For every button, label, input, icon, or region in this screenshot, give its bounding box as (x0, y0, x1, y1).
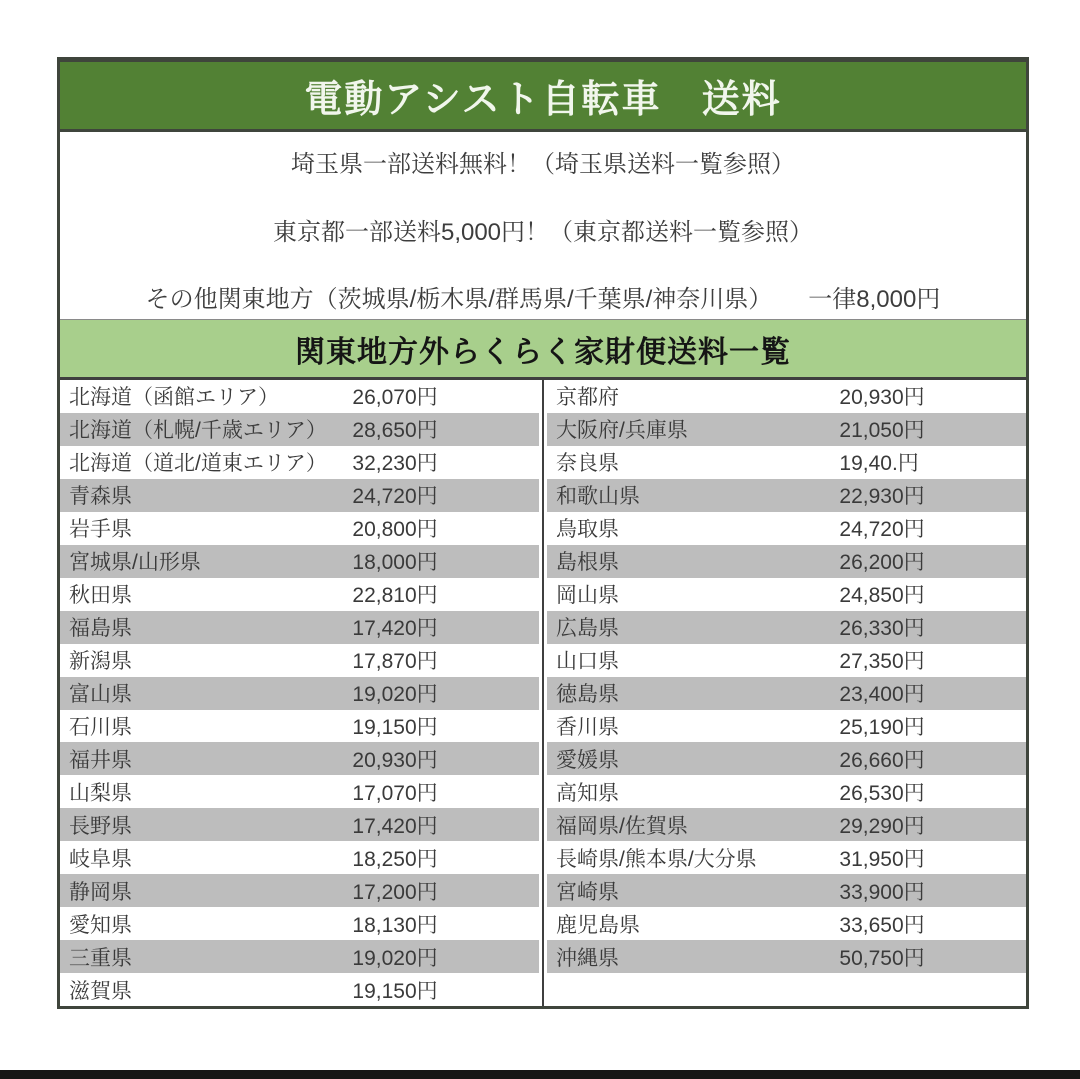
fee-row (547, 808, 1026, 841)
region-price: 26,070円 (352, 386, 438, 410)
region-name: 北海道（札幌/千歳エリア） (69, 419, 327, 443)
fee-row (547, 545, 1026, 578)
note-tokyo: 東京都一部送料5,000円！（東京都送料一覧参照） (272, 218, 814, 246)
region-price: 26,660円 (839, 748, 925, 772)
region-price: 32,230円 (352, 452, 438, 476)
region-name: 岐阜県 (69, 847, 132, 871)
fee-row (60, 611, 539, 644)
region-name: 広島県 (556, 617, 619, 641)
region-name: 北海道（道北/道東エリア） (69, 452, 327, 476)
region-price: 19,150円 (352, 979, 438, 1003)
region-price: 18,000円 (352, 551, 438, 575)
fee-row (60, 446, 539, 479)
fee-row (547, 413, 1026, 446)
fee-row (60, 578, 539, 611)
region-price: 17,420円 (352, 814, 438, 838)
region-name: 奈良県 (556, 452, 619, 476)
fee-row (547, 512, 1026, 545)
region-price: 29,290円 (839, 814, 925, 838)
note-saitama: 埼玉県一部送料無料！（埼玉県送料一覧参照） (291, 151, 795, 178)
region-price: 19,150円 (352, 716, 438, 739)
column-divider (542, 380, 544, 1006)
region-name: 石川県 (69, 716, 132, 739)
region-name: 静岡県 (69, 880, 132, 904)
fee-row (60, 413, 539, 446)
region-name: 愛媛県 (556, 748, 619, 772)
fee-row (547, 874, 1026, 907)
region-price: 18,250円 (352, 847, 438, 871)
fee-row (60, 907, 539, 940)
region-price: 27,350円 (839, 650, 925, 674)
fee-row (547, 841, 1026, 874)
region-price: 22,810円 (352, 584, 438, 608)
region-price: 17,200円 (352, 880, 438, 904)
region-name: 徳島県 (556, 683, 619, 707)
region-name: 北海道（函館エリア） (69, 386, 279, 410)
fee-row (60, 512, 539, 545)
fee-row (547, 710, 1026, 743)
fee-row (547, 644, 1026, 677)
fee-row (60, 742, 539, 775)
region-price: 24,720円 (352, 485, 438, 509)
region-name: 長野県 (69, 814, 132, 838)
region-name: 秋田県 (69, 584, 132, 608)
region-price: 26,200円 (839, 551, 925, 575)
fee-row (547, 775, 1026, 808)
page-title: 電動アシスト自転車 送料 (304, 79, 782, 121)
fee-row (60, 545, 539, 578)
region-price: 17,070円 (352, 781, 438, 805)
region-name: 福岡県/佐賀県 (556, 814, 688, 838)
bottom-black-bar (0, 1070, 1080, 1079)
region-name: 鹿児島県 (556, 913, 640, 937)
fee-row (547, 446, 1026, 479)
region-name: 岩手県 (69, 518, 132, 542)
region-name: 新潟県 (69, 650, 132, 674)
region-name: 和歌山県 (556, 485, 640, 509)
region-name: 愛知県 (69, 913, 132, 937)
region-name: 宮城県/山形県 (69, 551, 201, 575)
region-name: 大阪府/兵庫県 (556, 419, 688, 443)
region-name: 長崎県/熊本県/大分県 (556, 847, 757, 871)
region-price: 19,020円 (352, 946, 438, 970)
region-price: 26,330円 (839, 617, 925, 641)
fee-row (60, 644, 539, 677)
region-price: 19,020円 (352, 683, 438, 707)
region-price: 33,900円 (839, 880, 925, 904)
fee-row (547, 677, 1026, 710)
fee-row (60, 841, 539, 874)
fee-table (60, 380, 1026, 1006)
fee-row (547, 940, 1026, 973)
region-price: 24,720円 (839, 518, 925, 542)
table-section-header (60, 319, 1026, 380)
fee-table-left-column (60, 380, 539, 1006)
region-name: 福島県 (69, 617, 132, 641)
region-name: 島根県 (556, 551, 619, 575)
region-name: 山口県 (556, 650, 619, 674)
fee-row (60, 380, 539, 413)
note-other-kanto: その他関東地方（茨城県/栃木県/群馬県/千葉県/神奈川県） 一律8,000円 (145, 286, 941, 314)
region-price: 22,930円 (839, 485, 925, 509)
fee-row (547, 380, 1026, 413)
fee-row (547, 479, 1026, 512)
fee-row (60, 973, 539, 1006)
fee-row (60, 808, 539, 841)
region-name: 三重県 (69, 946, 132, 970)
region-name: 宮崎県 (556, 880, 619, 904)
region-name: 青森県 (69, 485, 132, 509)
fee-row (547, 907, 1026, 940)
region-name: 京都府 (556, 386, 619, 410)
region-price: 17,870円 (352, 650, 438, 674)
region-price: 33,650円 (839, 913, 925, 937)
region-price: 21,050円 (839, 419, 925, 443)
region-price: 24,850円 (839, 584, 925, 608)
region-name: 福井県 (69, 748, 132, 772)
region-price: 50,750円 (839, 946, 925, 970)
fee-table-right-column (547, 380, 1026, 1006)
fee-row (60, 479, 539, 512)
fee-row (60, 874, 539, 907)
region-price: 23,400円 (839, 683, 925, 707)
notes-section (60, 132, 1026, 319)
region-price: 20,800円 (352, 518, 438, 542)
region-price: 31,950円 (839, 847, 925, 871)
fee-row (547, 742, 1026, 775)
region-price: 28,650円 (352, 419, 438, 443)
region-price: 20,930円 (839, 386, 925, 410)
fee-row (60, 677, 539, 710)
region-name: 沖縄県 (556, 946, 619, 970)
region-name: 富山県 (69, 683, 132, 707)
region-price: 18,130円 (352, 913, 438, 937)
fee-row (547, 611, 1026, 644)
table-title: 関東地方外らくらく家財便送料一覧 (295, 335, 791, 369)
fee-row (60, 775, 539, 808)
region-price: 25,190円 (839, 716, 925, 739)
region-name: 滋賀県 (69, 979, 132, 1003)
fee-row (60, 710, 539, 743)
shipping-fee-notice (57, 57, 1029, 1009)
region-price: 17,420円 (352, 617, 438, 641)
region-name: 鳥取県 (556, 518, 619, 542)
region-price: 26,530円 (839, 781, 925, 805)
region-price: 20,930円 (352, 748, 438, 772)
region-name: 岡山県 (556, 584, 619, 608)
region-name: 山梨県 (69, 781, 132, 805)
fee-row (60, 940, 539, 973)
title-bar (60, 62, 1026, 132)
fee-row (547, 973, 1026, 1006)
fee-row (547, 578, 1026, 611)
region-name: 香川県 (556, 716, 619, 739)
region-name: 高知県 (556, 781, 619, 805)
region-price: 19,40.円 (839, 452, 919, 476)
